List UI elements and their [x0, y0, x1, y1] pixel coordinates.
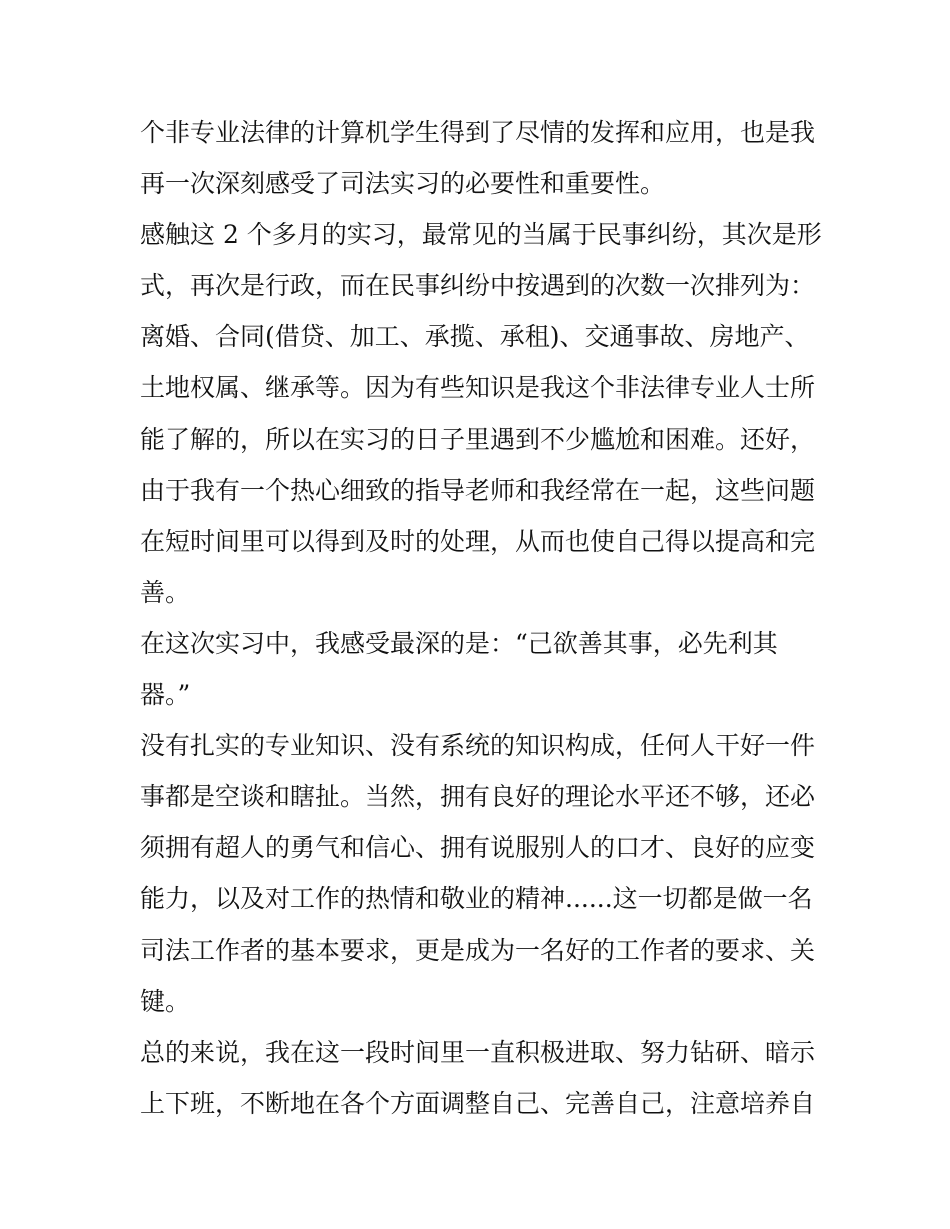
text-line: 由于我有一个热心细致的指导老师和我经常在一起，这些问题 [140, 475, 816, 505]
text-line: 式，再次是行政，而在民事纠纷中按遇到的次数一次排列为： [140, 271, 816, 301]
text-line: 器。” [140, 680, 191, 710]
text-line: 键。 [140, 986, 191, 1016]
text-line: 感触这 2 个多月的实习，最常见的当属于民事纠纷，其次是形 [140, 220, 822, 250]
text-line: 没有扎实的专业知识、没有系统的知识构成，任何人干好一件 [140, 731, 816, 761]
text-line: 须拥有超人的勇气和信心、拥有说服别人的口才、良好的应变 [140, 833, 816, 863]
paragraph [140, 209, 820, 618]
paragraph [140, 107, 820, 209]
text-line: 能了解的，所以在实习的日子里遇到不少尴尬和困难。还好， [140, 424, 816, 454]
text-line: 个非专业法律的计算机学生得到了尽情的发挥和应用，也是我 [140, 118, 816, 147]
text-line: 能力，以及对工作的热情和敬业的精神......这一切都是做一名 [140, 884, 813, 914]
paragraph [140, 1027, 820, 1129]
text-line: 总的来说，我在这一段时间里一直积极进取、努力钻研、暗示 [140, 1037, 816, 1067]
text-line: 上下班，不断地在各个方面调整自己、完善自己，注意培养自 [140, 1088, 816, 1118]
text-line: 土地权属、继承等。因为有些知识是我这个非法律专业人士所 [140, 373, 816, 403]
text-line: 在短时间里可以得到及时的处理，从而也使自己得以提高和完 [140, 526, 816, 556]
text-line: 在这次实习中，我感受最深的是：“己欲善其事，必先利其 [140, 628, 778, 658]
text-line: 离婚、合同(借贷、加工、承揽、承租)、交通事故、房地产、 [140, 322, 810, 352]
paragraph [140, 618, 820, 720]
text-line: 司法工作者的基本要求，更是成为一名好的工作者的要求、关 [140, 935, 816, 965]
text-line: 再一次深刻感受了司法实习的必要性和重要性。 [140, 169, 666, 199]
paragraph [140, 720, 820, 1027]
text-body [140, 107, 820, 1129]
text-line: 善。 [140, 577, 191, 607]
text-line: 事都是空谈和瞎扯。当然，拥有良好的理论水平还不够，还必 [140, 782, 816, 812]
